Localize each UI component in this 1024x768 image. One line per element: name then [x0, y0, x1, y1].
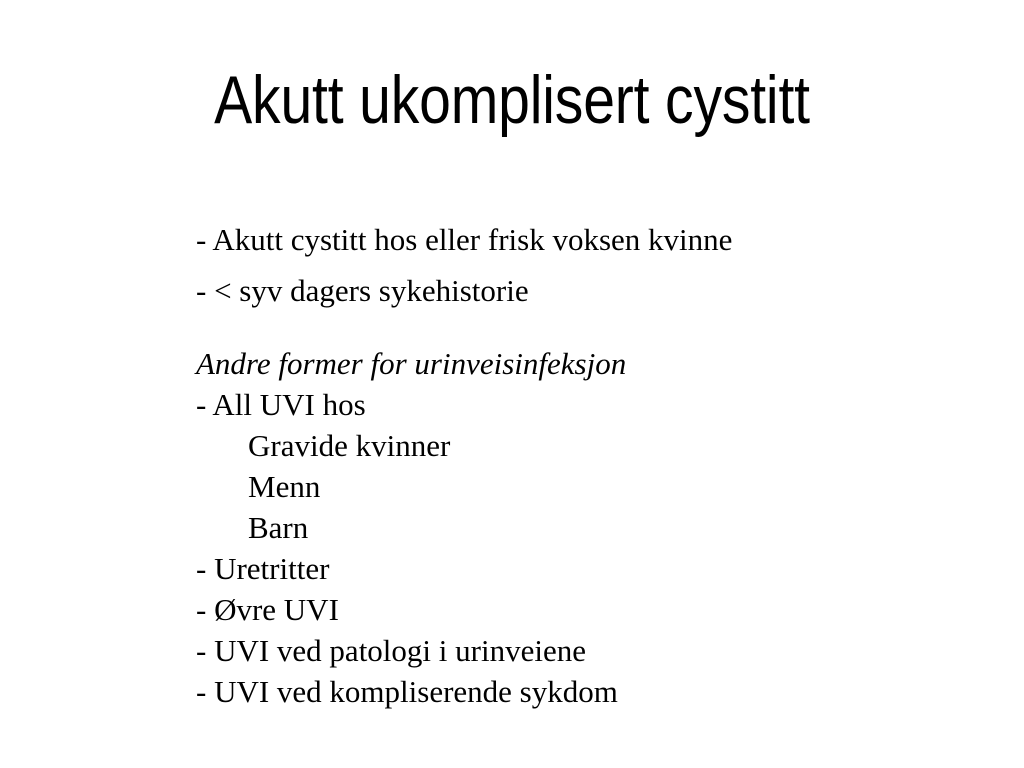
- list-item: - Uretritter: [196, 551, 330, 586]
- intro-bullet-list: [196, 214, 732, 316]
- list-item: - Øvre UVI: [196, 592, 339, 627]
- list-item: - All UVI hos: [196, 387, 366, 422]
- page-title: Akutt ukomplisert cystitt: [214, 62, 810, 138]
- list-item: - UVI ved patologi i urinveiene: [196, 633, 586, 668]
- other-forms-section: [196, 343, 626, 712]
- list-item: - UVI ved kompliserende sykdom: [196, 674, 618, 709]
- list-item: - < syv dagers sykehistorie: [196, 273, 529, 308]
- list-item: Barn: [248, 510, 309, 545]
- section-heading: Andre former for urinveisinfeksjon: [196, 346, 627, 381]
- list-item: Gravide kvinner: [248, 428, 451, 463]
- list-item: Menn: [248, 469, 321, 504]
- list-item: - Akutt cystitt hos eller frisk voksen kvinne: [196, 222, 733, 257]
